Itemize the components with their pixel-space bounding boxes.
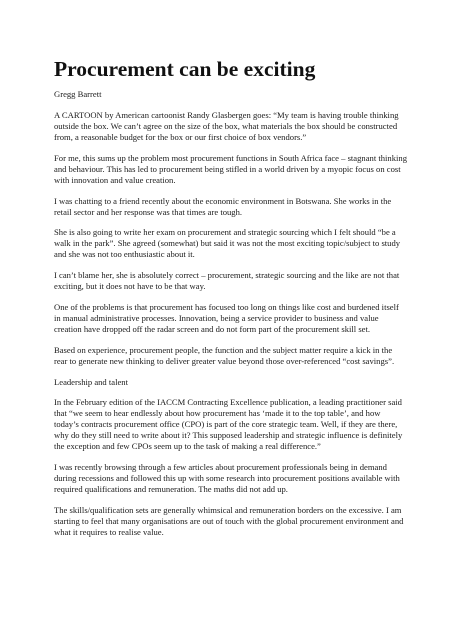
paragraph-iaccm: In the February edition of the IACCM Contracting Excellence publication, a leading practitioner said that “we seem to hear endlessly about how procurement has ‘made it to the top table’, and how today’s contracts procurement office (CPO) is part of the core strategic team. Well, if they are there, why do they still need to write about it? This supposed leadership and strategic influence is definitely the exception and few CPOs seem up to the task of making a real difference.” [54,397,403,452]
paragraph-botswana: I was chatting to a friend recently about the economic environment in Botswana. She works in the retail sector and her response was that times are tough. [54,195,392,217]
document-title: Procurement can be exciting [54,57,316,81]
paragraph-skills-qualification: The skills/qualification sets are generally whimsical and remuneration borders on the excessive. I am starting to feel that many organisations are out of touch with the global procurement environment and what it requires to realise value. [54,504,404,537]
paragraph-not-exciting: I can’t blame her, she is absolutely correct – procurement, strategic sourcing and the like are not that exciting, but it does not have to be that way. [54,270,400,292]
paragraph-browsing-articles: I was recently browsing through a few articles about procurement professionals being in demand during recessions and followed this up with some research into procurement positions available with required qualifications and remuneration. The maths did not add up. [54,462,400,495]
paragraph-cartoon-quote: A CARTOON by American cartoonist Randy Glasbergen goes: “My team is having trouble thinking outside the box. We can’t agree on the size of the box, what materials the box should be constructed from, a reasonable budget for the box or our first choice of box vendors.” [54,110,399,142]
section-heading-leadership: Leadership and talent [54,376,128,387]
author-byline: Gregg Barrett [54,89,102,99]
paragraph-exam: She is also going to write her exam on procurement and strategic sourcing which I felt should “be a walk in the park”. She agreed (somewhat) but said it was not the most exciting topic/subject to study and she was not too enthusiastic about it. [54,227,401,260]
paragraph-problems: One of the problems is that procurement has focused too long on things like cost and burdened itself in manual administrative processes. Innovation, being a service provider to business and value creation have dropped off the radar screen and do not form part of the procurement skill set. [54,301,399,334]
paragraph-stagnant-thinking: For me, this sums up the problem most procurement functions in South Africa face – stagnant thinking and behaviour. This has led to procurement being stifled in a world driven by a myopic focus on cost with innovation and value creation. [54,152,408,185]
paragraph-kick-in-rear: Based on experience, procurement people, the function and the subject matter require a kick in the rear to generate new thinking to deliver greater value beyond those over-referenced “cost savings”. [54,344,395,366]
